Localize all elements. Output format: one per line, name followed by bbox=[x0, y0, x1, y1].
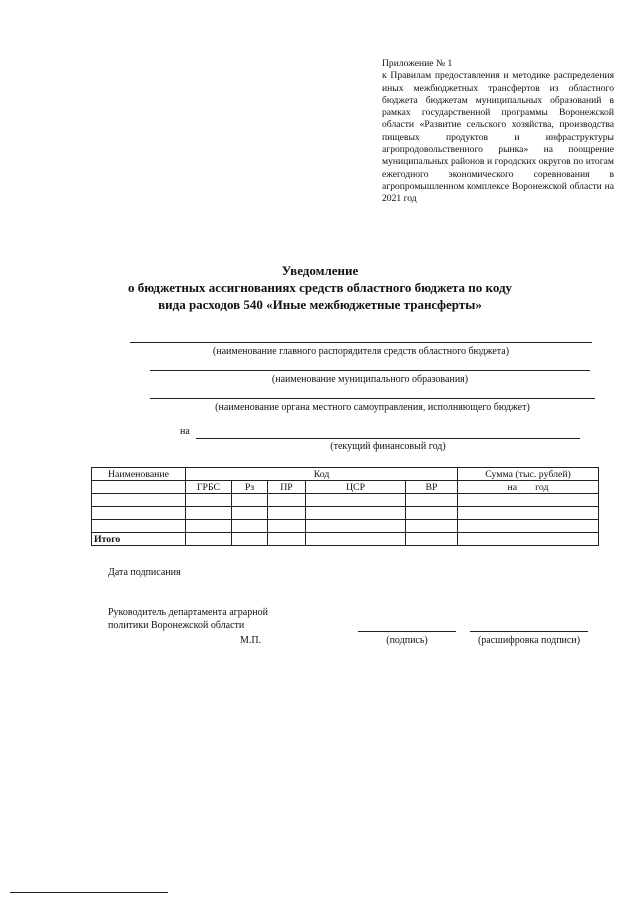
appendix-title: Приложение № 1 bbox=[382, 58, 453, 69]
table-subheader-row bbox=[92, 481, 599, 494]
signature-line bbox=[358, 631, 456, 632]
grbs-line bbox=[130, 342, 592, 343]
year-line bbox=[196, 438, 580, 439]
stamp-label: М.П. bbox=[240, 635, 262, 646]
heading-line-2: о бюджетных ассигнованиях средств областного бюджета по коду bbox=[127, 280, 513, 295]
municipality-line bbox=[150, 370, 590, 371]
table-header-row bbox=[92, 468, 599, 481]
document-heading bbox=[100, 262, 540, 313]
signature-caption: (подпись) bbox=[386, 635, 428, 646]
grbs-header: ГРБС bbox=[186, 481, 232, 494]
total-row bbox=[92, 533, 599, 546]
table-row bbox=[92, 494, 599, 507]
head-line-2: политики Воронежской области bbox=[108, 620, 245, 631]
table-row bbox=[92, 507, 599, 520]
table-row bbox=[92, 520, 599, 533]
footer-line bbox=[10, 892, 168, 893]
head-line-1: Руководитель департамента аграрной bbox=[108, 607, 268, 618]
appendix-block bbox=[382, 58, 614, 206]
appendix-text: к Правилам предоставления и методике распределения иных межбюджетных трансфертов из областного бюджета бюджетам муниципальных образований в рамках государственной программы Воронежской области «Развитие сельского хозяйства, производства пищевых продуктов и инфраструктуры агропродовольственного рынка» на поощрение муниципальных районов и городских округов по итогам ежегодного экономического соревнования в агропромышленном комплексе Воронежской области на 2021 год bbox=[382, 70, 614, 205]
grbs-caption: (наименование главного распорядителя средств областного бюджета) bbox=[212, 346, 510, 357]
decoding-line bbox=[470, 631, 588, 632]
budget-table bbox=[91, 467, 599, 546]
date-label: Дата подписания bbox=[108, 567, 181, 578]
authority-line bbox=[150, 398, 595, 399]
name-header: Наименование bbox=[92, 468, 186, 481]
csr-header: ЦСР bbox=[306, 481, 406, 494]
rz-header: Рз bbox=[232, 481, 268, 494]
decoding-caption: (расшифровка подписи) bbox=[477, 635, 581, 646]
heading-line-3: вида расходов 540 «Иные межбюджетные трансферты» bbox=[158, 297, 482, 312]
sum-period-header bbox=[458, 481, 599, 494]
code-header: Код bbox=[186, 468, 458, 481]
vr-header: ВР bbox=[406, 481, 458, 494]
heading-line-1: Уведомление bbox=[281, 263, 359, 278]
sum-header: Сумма (тыс. рублей) bbox=[458, 468, 599, 481]
pr-header: ПР bbox=[268, 481, 306, 494]
year-label: год bbox=[535, 481, 549, 493]
period-label: на bbox=[507, 481, 518, 493]
total-label: Итого bbox=[92, 533, 186, 546]
year-caption: (текущий финансовый год) bbox=[330, 441, 446, 452]
na-label: на bbox=[180, 426, 190, 437]
municipality-caption: (наименование муниципального образования) bbox=[271, 374, 469, 385]
authority-caption: (наименование органа местного самоуправления, исполняющего бюджет) bbox=[215, 402, 530, 413]
